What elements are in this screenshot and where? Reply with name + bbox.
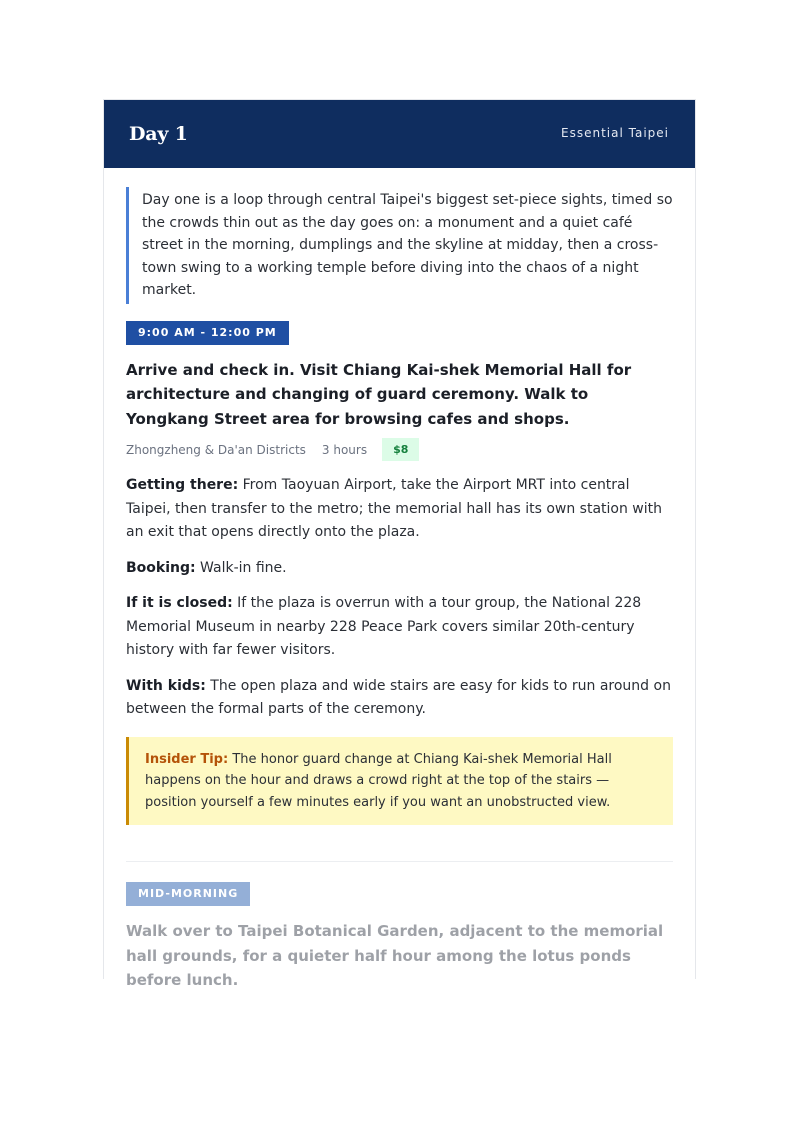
detail-label: Getting there:: [126, 477, 239, 493]
day-body: [104, 168, 695, 993]
tip-text: The honor guard change at Chiang Kai-shek Memorial Hall happens on the hour and draws a crowd right at the top of the stairs — position yourself a few minutes early if you want an unobstructed view.: [145, 751, 612, 810]
detail-text: From Taoyuan Airport, take the Airport MRT into central Taipei, then transfer to the metro; the memorial hall has its own station with an exit that opens directly onto the plaza.: [126, 477, 662, 540]
activity-title: Walk over to Taipei Botanical Garden, adjacent to the memorial hall grounds, for a quieter half hour among the lotus ponds before lunch.: [126, 922, 664, 989]
activity-duration: 3 hours: [321, 442, 368, 457]
day-card: [103, 99, 696, 989]
activity-block-faded: [126, 862, 673, 993]
detail-text: The open plaza and wide stairs are easy for kids to run around on between the formal parts of the ceremony.: [126, 677, 671, 717]
activity-meta: [126, 438, 673, 461]
detail-text: Walk-in fine.: [195, 559, 287, 576]
detail-text: If the plaza is overrun with a tour group, the National 228 Memorial Museum in nearby 228 Peace Park covers similar 20th-century history with far fewer visitors.: [126, 595, 642, 658]
insider-tip: [126, 737, 673, 826]
detail-label: Booking:: [126, 559, 196, 576]
detail-label: If it is closed:: [126, 595, 233, 611]
detail-if-closed: [126, 592, 673, 663]
detail-with-kids: [126, 675, 673, 722]
day-intro: Day one is a loop through central Taipei's biggest set-piece sights, timed so the crowds thin out as the day goes on: a monument and a quiet café street in the morning, dumplings and the skyline at midday, then a cross-town swing to a working temple before diving into the chaos of a night market.: [126, 187, 673, 304]
detail-booking: [126, 557, 673, 581]
day-title: Day 1: [129, 123, 188, 145]
time-badge: MID-MORNING: [126, 882, 250, 906]
day-header: [104, 100, 695, 168]
activity-location: Zhongzheng & Da'an Districts: [126, 442, 306, 457]
activity-title: Arrive and check in. Visit Chiang Kai-shek Memorial Hall for architecture and changing of guard ceremony. Walk to Yongkang Street area for browsing cafes and shops.: [126, 360, 632, 428]
tip-label: Insider Tip:: [145, 751, 229, 767]
activity-block: [126, 304, 673, 826]
detail-getting-there: [126, 474, 673, 545]
detail-label: With kids:: [126, 677, 206, 694]
itinerary-subtitle: Essential Taipei: [561, 126, 669, 140]
price-badge: $8: [382, 438, 419, 461]
time-badge: 9:00 AM - 12:00 PM: [126, 321, 289, 345]
